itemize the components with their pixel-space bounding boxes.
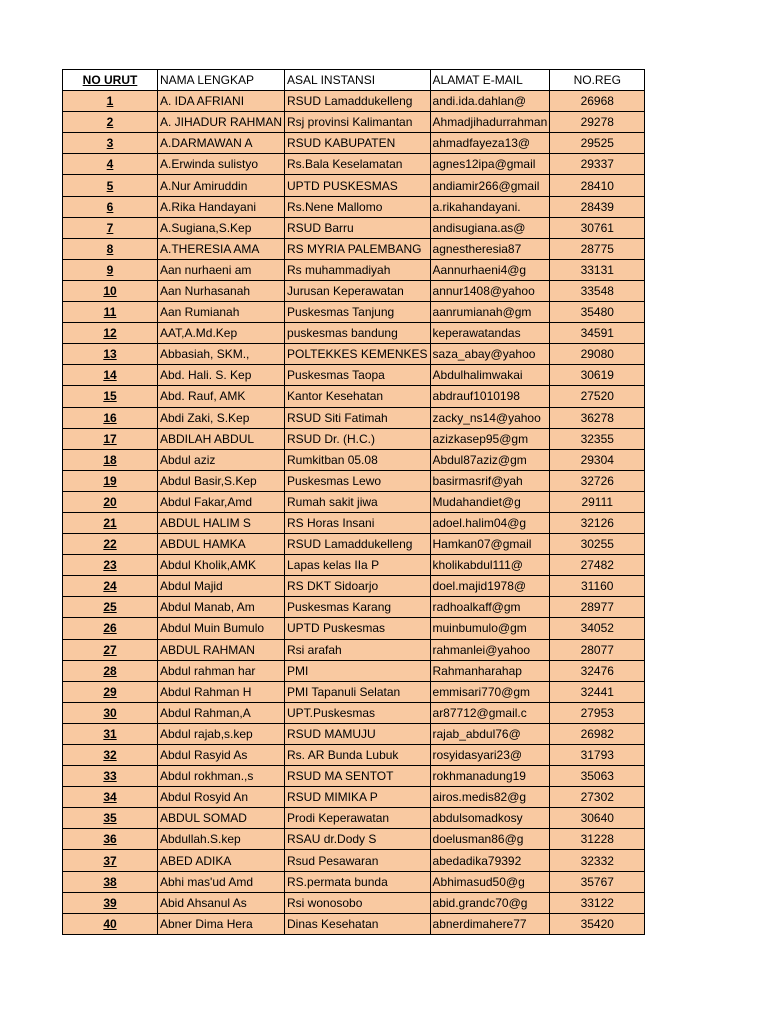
- registration-number-cell: 31228: [550, 829, 645, 850]
- row-number-cell: 30: [63, 702, 158, 723]
- registration-number-cell: 28775: [550, 238, 645, 259]
- name-cell: Abdul Fakar,Amd: [158, 491, 285, 512]
- email-cell: andisugiana.as@: [430, 217, 550, 238]
- table-row: [63, 745, 645, 766]
- name-cell: Abdul Rahman,A: [158, 702, 285, 723]
- table-row: [63, 428, 645, 449]
- row-number-cell: 1: [63, 91, 158, 112]
- name-cell: A.Rika Handayani: [158, 196, 285, 217]
- name-cell: Abdi Zaki, S.Kep: [158, 407, 285, 428]
- email-cell: annur1408@yahoo: [430, 280, 550, 301]
- email-cell: agnestheresia87: [430, 238, 550, 259]
- table-row: [63, 808, 645, 829]
- email-cell: zacky_ns14@yahoo: [430, 407, 550, 428]
- row-number-cell: 7: [63, 217, 158, 238]
- email-cell: agnes12ipa@gmail: [430, 154, 550, 175]
- table-row: [63, 597, 645, 618]
- row-number-cell: 5: [63, 175, 158, 196]
- institution-cell: Rs. AR Bunda Lubuk: [285, 745, 431, 766]
- name-cell: Abdul rahman har: [158, 660, 285, 681]
- institution-cell: RSUD KABUPATEN: [285, 133, 431, 154]
- email-cell: saza_abay@yahoo: [430, 344, 550, 365]
- registration-number-cell: 30640: [550, 808, 645, 829]
- institution-cell: RSUD Lamaddukelleng: [285, 91, 431, 112]
- email-cell: abedadika79392: [430, 850, 550, 871]
- table-row: [63, 259, 645, 280]
- table-row: [63, 702, 645, 723]
- email-cell: ar87712@gmail.c: [430, 702, 550, 723]
- table-row: [63, 681, 645, 702]
- registration-number-cell: 28410: [550, 175, 645, 196]
- table-row: [63, 217, 645, 238]
- registration-number-cell: 33548: [550, 280, 645, 301]
- row-number-cell: 14: [63, 365, 158, 386]
- table-row: [63, 618, 645, 639]
- institution-cell: PMI Tapanuli Selatan: [285, 681, 431, 702]
- name-cell: Abhi mas'ud Amd: [158, 871, 285, 892]
- row-number-cell: 25: [63, 597, 158, 618]
- row-number-cell: 11: [63, 302, 158, 323]
- table-row: [63, 555, 645, 576]
- email-cell: airos.medis82@g: [430, 787, 550, 808]
- institution-cell: RS MYRIA PALEMBANG: [285, 238, 431, 259]
- institution-cell: Rsj provinsi Kalimantan: [285, 112, 431, 133]
- table-row: [63, 787, 645, 808]
- registration-number-cell: 32332: [550, 850, 645, 871]
- name-cell: Abdul Majid: [158, 576, 285, 597]
- name-cell: A.DARMAWAN A: [158, 133, 285, 154]
- institution-cell: RS DKT Sidoarjo: [285, 576, 431, 597]
- email-cell: Aannurhaeni4@g: [430, 259, 550, 280]
- table-row: [63, 386, 645, 407]
- email-cell: rahmanlei@yahoo: [430, 639, 550, 660]
- header-row: [63, 70, 645, 91]
- registration-number-cell: 35063: [550, 766, 645, 787]
- email-cell: abdrauf1010198: [430, 386, 550, 407]
- registration-number-cell: 29080: [550, 344, 645, 365]
- email-cell: doelusman86@g: [430, 829, 550, 850]
- name-cell: AAT,A.Md.Kep: [158, 323, 285, 344]
- row-number-cell: 38: [63, 871, 158, 892]
- name-cell: Abdul rajab,s.kep: [158, 723, 285, 744]
- row-number-cell: 21: [63, 512, 158, 533]
- institution-cell: Rumah sakit jiwa: [285, 491, 431, 512]
- table-row: [63, 112, 645, 133]
- institution-cell: Jurusan Keperawatan: [285, 280, 431, 301]
- name-cell: Abd. Hali. S. Kep: [158, 365, 285, 386]
- row-number-cell: 6: [63, 196, 158, 217]
- name-cell: ABDUL HAMKA: [158, 534, 285, 555]
- name-cell: Abdul Muin Bumulo: [158, 618, 285, 639]
- registration-number-cell: 26968: [550, 91, 645, 112]
- table-row: [63, 871, 645, 892]
- registration-number-cell: 31160: [550, 576, 645, 597]
- email-cell: rosyidasyari23@: [430, 745, 550, 766]
- institution-cell: UPTD PUSKESMAS: [285, 175, 431, 196]
- table-row: [63, 470, 645, 491]
- name-cell: ABDUL HALIM S: [158, 512, 285, 533]
- row-number-cell: 31: [63, 723, 158, 744]
- institution-cell: POLTEKKES KEMENKES: [285, 344, 431, 365]
- registration-number-cell: 27302: [550, 787, 645, 808]
- row-number-cell: 35: [63, 808, 158, 829]
- institution-cell: RSUD MAMUJU: [285, 723, 431, 744]
- email-cell: Rahmanharahap: [430, 660, 550, 681]
- registration-number-cell: 32476: [550, 660, 645, 681]
- institution-cell: Rsi arafah: [285, 639, 431, 660]
- email-cell: a.rikahandayani.: [430, 196, 550, 217]
- name-cell: Abdul Rosyid An: [158, 787, 285, 808]
- row-number-cell: 29: [63, 681, 158, 702]
- row-number-cell: 3: [63, 133, 158, 154]
- email-cell: rajab_abdul76@: [430, 723, 550, 744]
- institution-cell: Rsi wonosobo: [285, 892, 431, 913]
- row-number-cell: 28: [63, 660, 158, 681]
- header-alamat-email: ALAMAT E-MAIL: [430, 70, 550, 91]
- registration-number-cell: 29111: [550, 491, 645, 512]
- header-no-reg: NO.REG: [550, 70, 645, 91]
- registration-number-cell: 28977: [550, 597, 645, 618]
- institution-cell: RSUD Barru: [285, 217, 431, 238]
- registration-table: [62, 69, 645, 935]
- registration-number-cell: 29278: [550, 112, 645, 133]
- table-row: [63, 491, 645, 512]
- email-cell: Ahmadjihadurrahman: [430, 112, 550, 133]
- name-cell: Abdul Basir,S.Kep: [158, 470, 285, 491]
- table-row: [63, 365, 645, 386]
- row-number-cell: 15: [63, 386, 158, 407]
- email-cell: azizkasep95@gm: [430, 428, 550, 449]
- name-cell: Aan Nurhasanah: [158, 280, 285, 301]
- email-cell: adoel.halim04@g: [430, 512, 550, 533]
- email-cell: ahmadfayeza13@: [430, 133, 550, 154]
- name-cell: ABDUL RAHMAN: [158, 639, 285, 660]
- registration-number-cell: 31793: [550, 745, 645, 766]
- table-row: [63, 766, 645, 787]
- institution-cell: Prodi Keperawatan: [285, 808, 431, 829]
- email-cell: Abdul87aziz@gm: [430, 449, 550, 470]
- row-number-cell: 27: [63, 639, 158, 660]
- registration-number-cell: 29337: [550, 154, 645, 175]
- registration-number-cell: 30619: [550, 365, 645, 386]
- registration-number-cell: 34052: [550, 618, 645, 639]
- email-cell: abid.grandc70@g: [430, 892, 550, 913]
- row-number-cell: 40: [63, 913, 158, 934]
- email-cell: Abdulhalimwakai: [430, 365, 550, 386]
- email-cell: kholikabdul111@: [430, 555, 550, 576]
- institution-cell: puskesmas bandung: [285, 323, 431, 344]
- institution-cell: RS Horas Insani: [285, 512, 431, 533]
- table-row: [63, 512, 645, 533]
- institution-cell: RSUD Dr. (H.C.): [285, 428, 431, 449]
- institution-cell: Puskesmas Tanjung: [285, 302, 431, 323]
- institution-cell: Dinas Kesehatan: [285, 913, 431, 934]
- institution-cell: RSUD MIMIKA P: [285, 787, 431, 808]
- row-number-cell: 34: [63, 787, 158, 808]
- registration-number-cell: 27953: [550, 702, 645, 723]
- email-cell: Hamkan07@gmail: [430, 534, 550, 555]
- table-row: [63, 850, 645, 871]
- table-row: [63, 723, 645, 744]
- table-row: [63, 576, 645, 597]
- row-number-cell: 2: [63, 112, 158, 133]
- name-cell: Abdul Kholik,AMK: [158, 555, 285, 576]
- name-cell: Abdul Manab, Am: [158, 597, 285, 618]
- institution-cell: RSUD Siti Fatimah: [285, 407, 431, 428]
- row-number-cell: 22: [63, 534, 158, 555]
- institution-cell: RSAU dr.Dody S: [285, 829, 431, 850]
- institution-cell: UPTD Puskesmas: [285, 618, 431, 639]
- header-asal-instansi: ASAL INSTANSI: [285, 70, 431, 91]
- email-cell: basirmasrif@yah: [430, 470, 550, 491]
- name-cell: A.Erwinda sulistyo: [158, 154, 285, 175]
- table-row: [63, 196, 645, 217]
- email-cell: muinbumulo@gm: [430, 618, 550, 639]
- institution-cell: RS.permata bunda: [285, 871, 431, 892]
- row-number-cell: 18: [63, 449, 158, 470]
- registration-number-cell: 34591: [550, 323, 645, 344]
- registration-number-cell: 30255: [550, 534, 645, 555]
- registration-number-cell: 26982: [550, 723, 645, 744]
- registration-number-cell: 32355: [550, 428, 645, 449]
- registration-number-cell: 29525: [550, 133, 645, 154]
- institution-cell: Rs muhammadiyah: [285, 259, 431, 280]
- institution-cell: RSUD MA SENTOT: [285, 766, 431, 787]
- row-number-cell: 4: [63, 154, 158, 175]
- name-cell: Abdul aziz: [158, 449, 285, 470]
- row-number-cell: 36: [63, 829, 158, 850]
- email-cell: emmisari770@gm: [430, 681, 550, 702]
- registration-number-cell: 33131: [550, 259, 645, 280]
- name-cell: A. JIHADUR RAHMAN: [158, 112, 285, 133]
- row-number-cell: 16: [63, 407, 158, 428]
- name-cell: Abdul Rasyid As: [158, 745, 285, 766]
- name-cell: Aan nurhaeni am: [158, 259, 285, 280]
- email-cell: abnerdimahere77: [430, 913, 550, 934]
- institution-cell: RSUD Lamaddukelleng: [285, 534, 431, 555]
- email-cell: Mudahandiet@g: [430, 491, 550, 512]
- registration-number-cell: 35420: [550, 913, 645, 934]
- table-row: [63, 639, 645, 660]
- row-number-cell: 23: [63, 555, 158, 576]
- table-row: [63, 238, 645, 259]
- table-row: [63, 534, 645, 555]
- name-cell: Abdul Rahman H: [158, 681, 285, 702]
- row-number-cell: 8: [63, 238, 158, 259]
- table-row: [63, 175, 645, 196]
- email-cell: andi.ida.dahlan@: [430, 91, 550, 112]
- name-cell: A.THERESIA AMA: [158, 238, 285, 259]
- name-cell: Abbasiah, SKM.,: [158, 344, 285, 365]
- email-cell: keperawatandas: [430, 323, 550, 344]
- name-cell: ABDUL SOMAD: [158, 808, 285, 829]
- name-cell: Abner Dima Hera: [158, 913, 285, 934]
- row-number-cell: 26: [63, 618, 158, 639]
- name-cell: Abdullah.S.kep: [158, 829, 285, 850]
- table-row: [63, 892, 645, 913]
- table-row: [63, 660, 645, 681]
- email-cell: rokhmanadung19: [430, 766, 550, 787]
- email-cell: andiamir266@gmail: [430, 175, 550, 196]
- institution-cell: Puskesmas Taopa: [285, 365, 431, 386]
- registration-number-cell: 35480: [550, 302, 645, 323]
- registration-number-cell: 28439: [550, 196, 645, 217]
- registration-number-cell: 36278: [550, 407, 645, 428]
- registration-number-cell: 28077: [550, 639, 645, 660]
- name-cell: ABED ADIKA: [158, 850, 285, 871]
- header-no-urut: NO URUT: [63, 70, 158, 91]
- row-number-cell: 17: [63, 428, 158, 449]
- name-cell: ABDILAH ABDUL: [158, 428, 285, 449]
- email-cell: abdulsomadkosy: [430, 808, 550, 829]
- row-number-cell: 12: [63, 323, 158, 344]
- registration-number-cell: 30761: [550, 217, 645, 238]
- name-cell: Abid Ahsanul As: [158, 892, 285, 913]
- institution-cell: Rs.Nene Mallomo: [285, 196, 431, 217]
- table-row: [63, 302, 645, 323]
- name-cell: A.Sugiana,S.Kep: [158, 217, 285, 238]
- institution-cell: Rs.Bala Keselamatan: [285, 154, 431, 175]
- registration-number-cell: 29304: [550, 449, 645, 470]
- name-cell: A. IDA AFRIANI: [158, 91, 285, 112]
- name-cell: A.Nur Amiruddin: [158, 175, 285, 196]
- institution-cell: UPT.Puskesmas: [285, 702, 431, 723]
- institution-cell: Rumkitban 05.08: [285, 449, 431, 470]
- row-number-cell: 19: [63, 470, 158, 491]
- registration-number-cell: 32441: [550, 681, 645, 702]
- table-row: [63, 913, 645, 934]
- row-number-cell: 33: [63, 766, 158, 787]
- registration-number-cell: 35767: [550, 871, 645, 892]
- name-cell: Abd. Rauf, AMK: [158, 386, 285, 407]
- table-row: [63, 91, 645, 112]
- institution-cell: Puskesmas Lewo: [285, 470, 431, 491]
- table-row: [63, 133, 645, 154]
- institution-cell: Puskesmas Karang: [285, 597, 431, 618]
- registration-number-cell: 33122: [550, 892, 645, 913]
- institution-cell: Kantor Kesehatan: [285, 386, 431, 407]
- institution-cell: PMI: [285, 660, 431, 681]
- table-row: [63, 449, 645, 470]
- email-cell: Abhimasud50@g: [430, 871, 550, 892]
- table-row: [63, 344, 645, 365]
- registration-number-cell: 27482: [550, 555, 645, 576]
- row-number-cell: 20: [63, 491, 158, 512]
- name-cell: Abdul rokhman.,s: [158, 766, 285, 787]
- email-cell: doel.majid1978@: [430, 576, 550, 597]
- table-row: [63, 280, 645, 301]
- institution-cell: Rsud Pesawaran: [285, 850, 431, 871]
- row-number-cell: 37: [63, 850, 158, 871]
- name-cell: Aan Rumianah: [158, 302, 285, 323]
- row-number-cell: 13: [63, 344, 158, 365]
- row-number-cell: 9: [63, 259, 158, 280]
- row-number-cell: 32: [63, 745, 158, 766]
- header-nama-lengkap: NAMA LENGKAP: [158, 70, 285, 91]
- email-cell: aanrumianah@gm: [430, 302, 550, 323]
- row-number-cell: 24: [63, 576, 158, 597]
- row-number-cell: 39: [63, 892, 158, 913]
- table-row: [63, 154, 645, 175]
- registration-number-cell: 27520: [550, 386, 645, 407]
- table-row: [63, 407, 645, 428]
- registration-number-cell: 32726: [550, 470, 645, 491]
- table-row: [63, 829, 645, 850]
- table-row: [63, 323, 645, 344]
- registration-number-cell: 32126: [550, 512, 645, 533]
- institution-cell: Lapas kelas IIa P: [285, 555, 431, 576]
- email-cell: radhoalkaff@gm: [430, 597, 550, 618]
- row-number-cell: 10: [63, 280, 158, 301]
